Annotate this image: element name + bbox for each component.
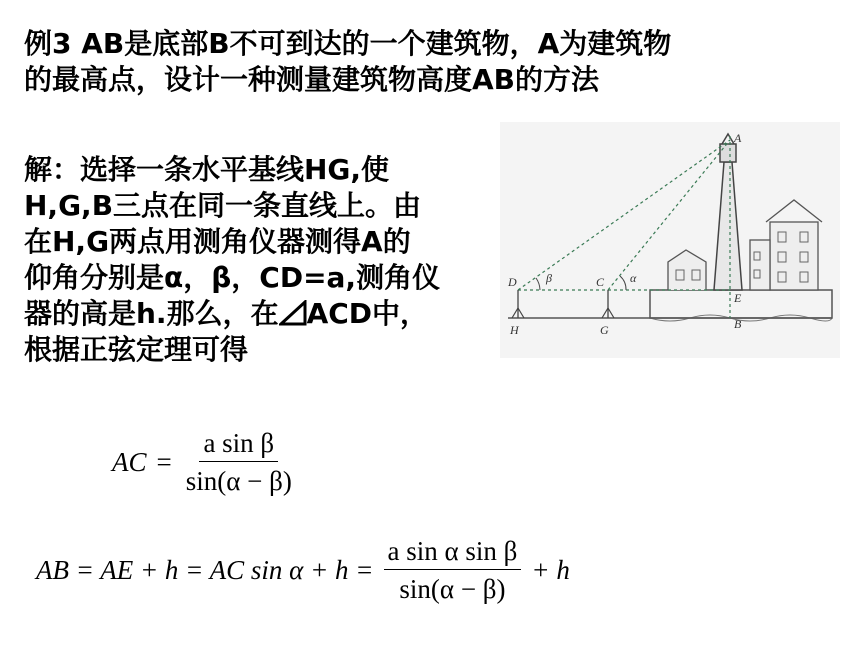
- building-roof: [766, 200, 822, 222]
- problem-line-1: 例3 AB是底部B不可到达的一个建筑物，A为建筑物: [24, 27, 672, 60]
- label-beta: β: [546, 271, 552, 285]
- triangle-icon: [279, 300, 307, 326]
- solution-text: [24, 152, 494, 368]
- solution-line-5-post: ACD中，: [306, 297, 429, 330]
- lighthouse-lamp: [720, 144, 736, 162]
- figure-drawing: [500, 122, 840, 358]
- eq2-chain: AB = AE + h = AC sin α + h =: [36, 555, 374, 585]
- lighthouse-tower: [714, 162, 742, 290]
- solution-line-1: 解：选择一条水平基线HG,使: [24, 153, 390, 186]
- eq1-denominator: sin(α − β): [185, 466, 292, 496]
- label-c: C: [596, 275, 605, 289]
- equation-ac: [112, 428, 296, 497]
- eq2-numerator: a sin α sin β: [384, 536, 522, 570]
- eq1-lhs: AC: [112, 447, 147, 477]
- solution-line-6: 根据正弦定理可得: [24, 333, 249, 366]
- building-right: [770, 222, 818, 290]
- problem-statement: [24, 26, 814, 98]
- angle-arc-beta: [536, 278, 540, 290]
- eq2-fraction: [384, 536, 522, 605]
- problem-line-2: 的最高点，设计一种测量建筑物高度AB的方法: [24, 63, 600, 96]
- building-tower: [750, 240, 770, 290]
- eq1-numerator: a sin β: [199, 428, 278, 462]
- eq2-tail: + h: [531, 555, 570, 585]
- eq2-denominator: sin(α − β): [399, 574, 506, 604]
- label-h: H: [510, 323, 519, 337]
- equation-ab: [36, 536, 570, 605]
- label-b: B: [734, 317, 742, 331]
- label-alpha: α: [630, 271, 637, 285]
- label-e: E: [734, 291, 742, 305]
- lighthouse-top: [722, 134, 734, 144]
- solution-line-5: [24, 296, 494, 332]
- eq1-equals: =: [156, 447, 172, 477]
- eq1-fraction: [182, 428, 296, 497]
- solution-line-3: 在H,G两点用测角仪器测得A的: [24, 225, 411, 258]
- label-g: G: [600, 323, 609, 337]
- solution-line-4: 仰角分别是α，β，CD=a,测角仪: [24, 261, 441, 294]
- lighthouse-figure: [500, 122, 840, 358]
- solution-line-2: H,G,B三点在同一条直线上。由: [24, 189, 422, 222]
- angle-arc-alpha: [620, 276, 626, 290]
- solution-line-5-pre: 器的高是h.那么，在: [24, 297, 279, 330]
- label-a: A: [734, 131, 742, 145]
- label-d: D: [508, 275, 517, 289]
